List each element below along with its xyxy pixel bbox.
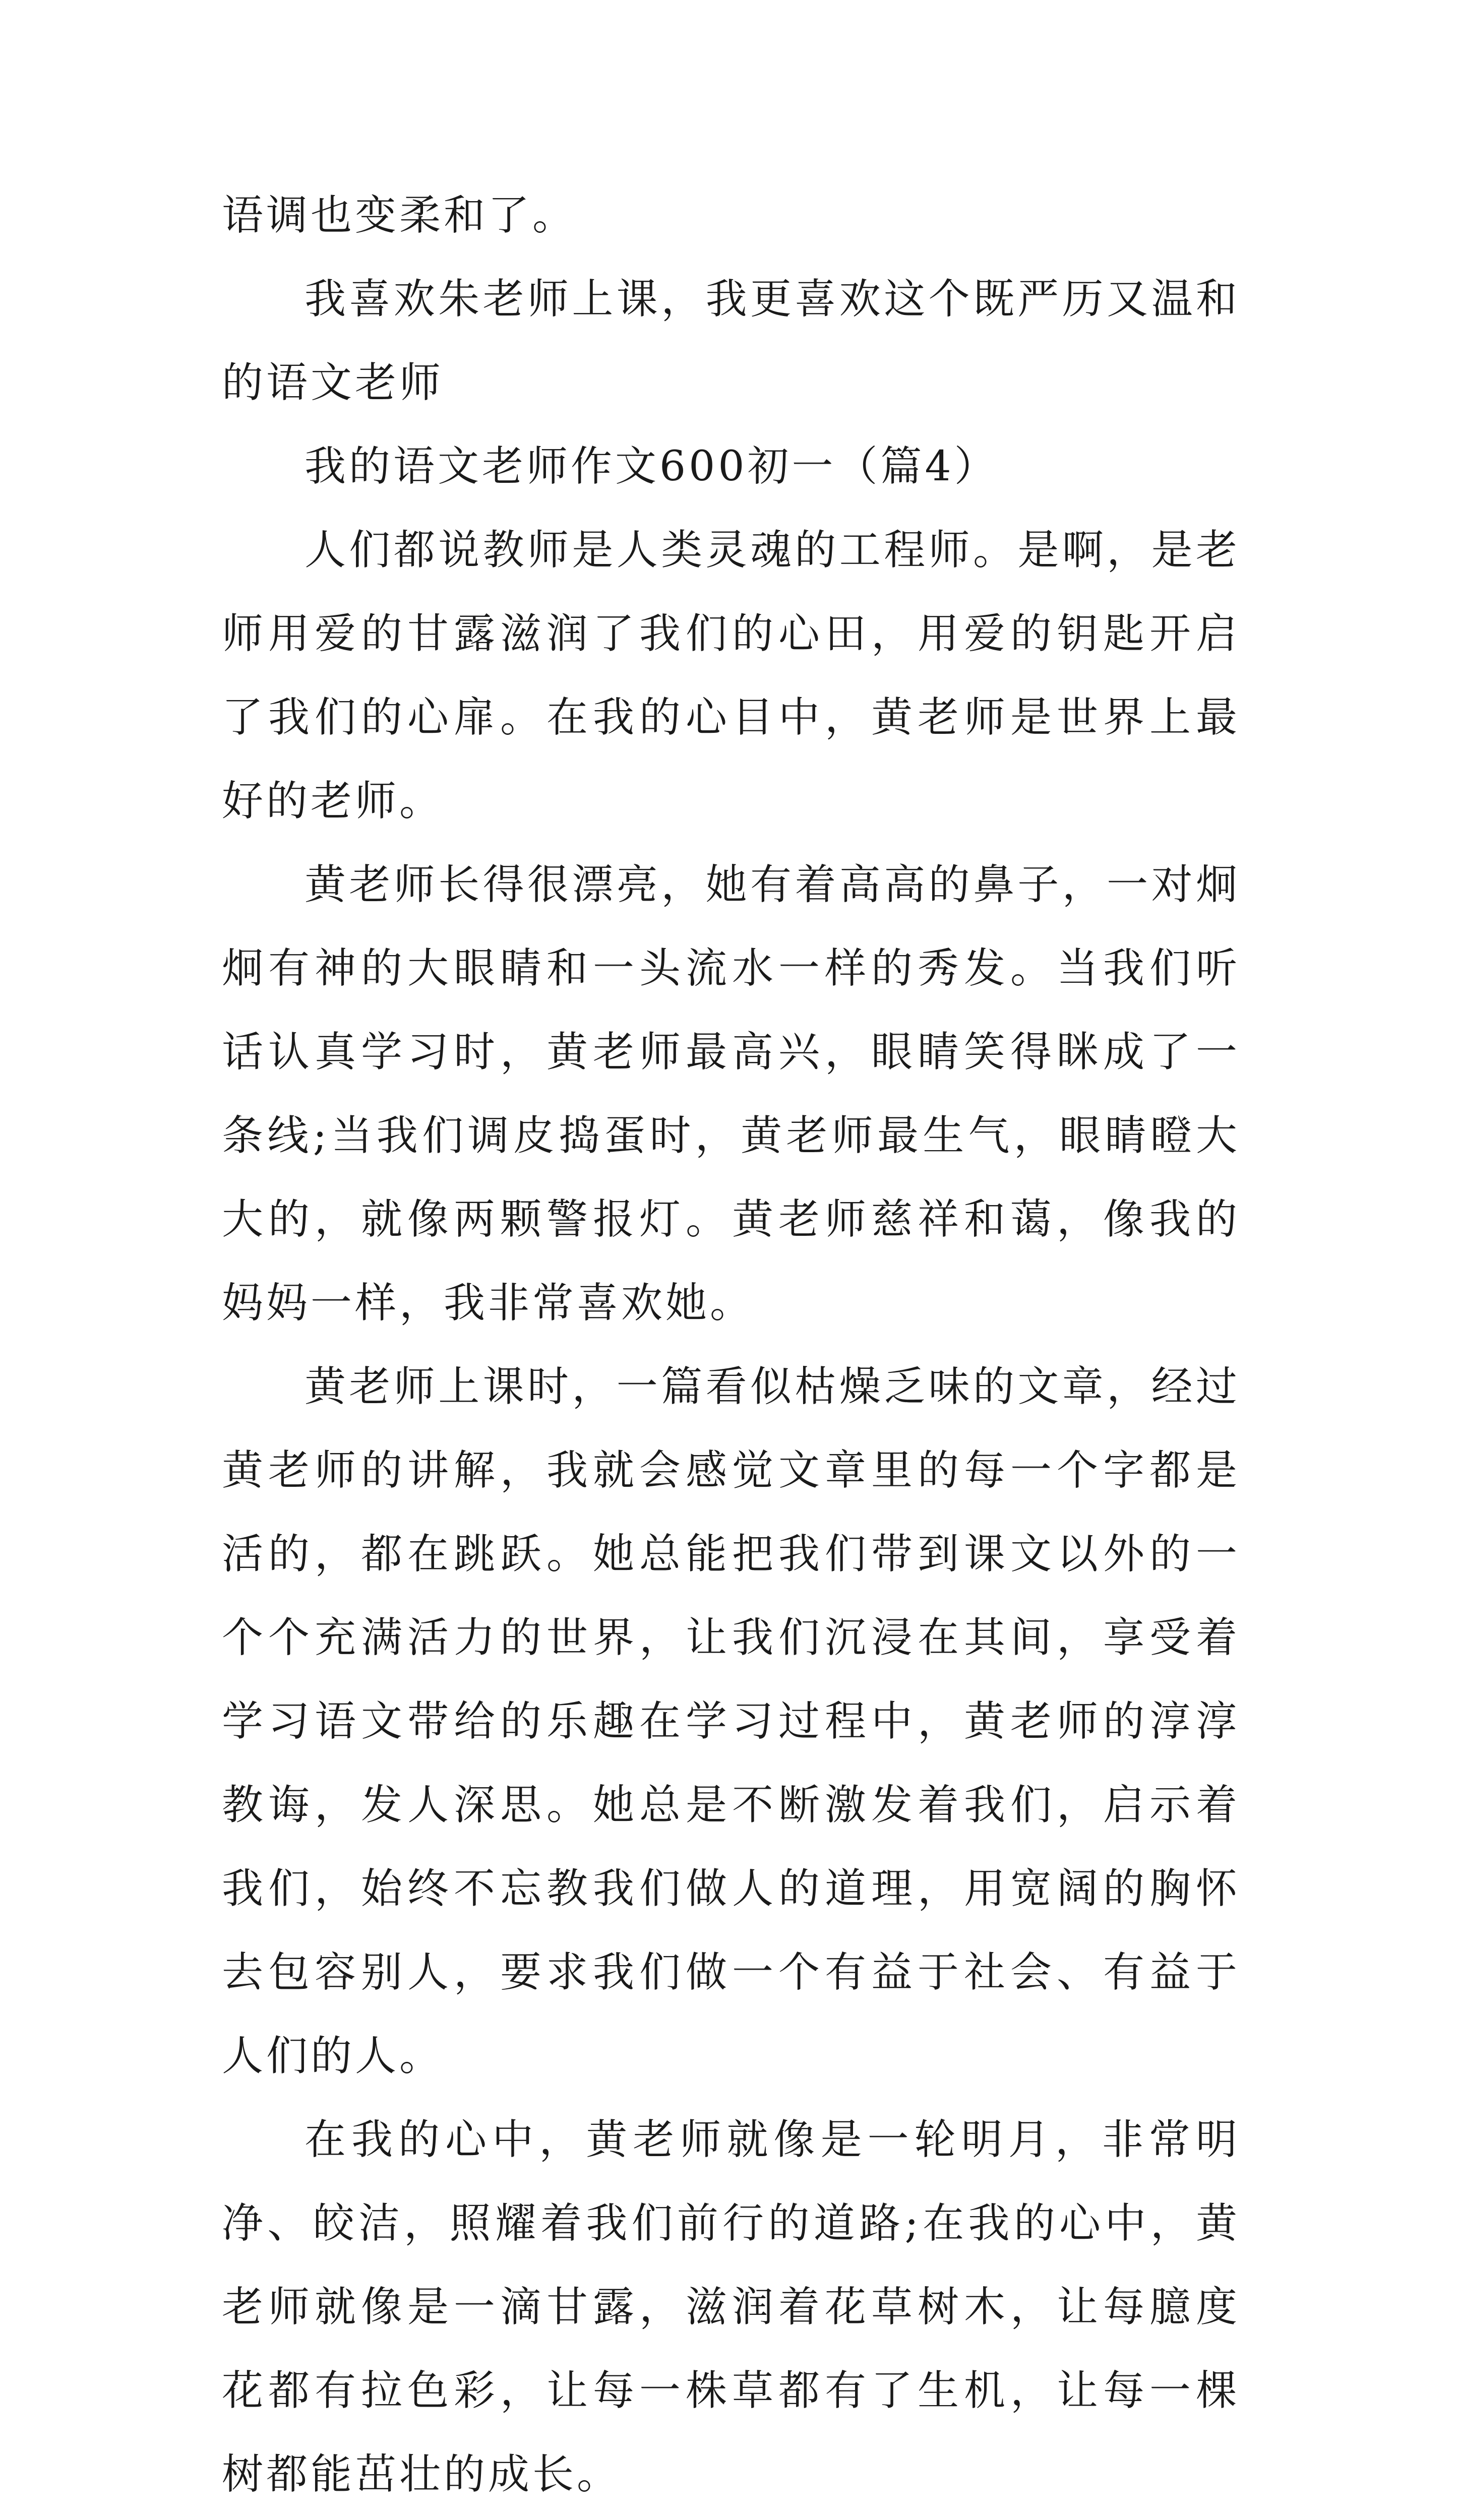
paragraph-6: 黄老师上课时，一篇看似枯燥乏味的文章，经过黄老师的讲解，我就会感觉文章里的每一个字都是活的，都在跳跃。她总能把我们带到课文以外的一个个充满活力的世界，让我们沉浸在其间，享受着学习语文带给的乐趣在学习过程中，黄老师的淳淳教诲，发人深思。她总是不断激发着我们，启示着我们，始终不忘教我们做人的道理，用宽阔的胸怀去包容别人，要求我们做一个有益于社会、有益于人们的人。 bbox=[222, 1363, 1240, 2080]
paragraph-5: 黄老师长得很漂亮，她有着高高的鼻子，一对炯炯有神的大眼睛和一头流水一样的秀发。当我们听话认真学习时，黄老师最高兴，眼睛笑得眯成了一条线;当我们调皮捣蛋时，黄老师最生气，眼睛瞪大大的，就像两颗警报灯。黄老师慈祥和蔼，像我的妈妈一样，我非常喜欢她。 bbox=[222, 861, 1240, 1327]
document-body bbox=[222, 174, 1240, 2520]
paragraph-8 bbox=[222, 2516, 1240, 2520]
paragraph-7: 在我的心中，黄老师就像是一轮明月，非常明净、皎洁，照耀着我们前行的道路;在我的心中，黄老师就像是一滴甘露，滋润着花草树木，让每臆度花都有拉色彩，让每一株草都有了生机，让每一棵树都能茁壮的成长。 bbox=[222, 2116, 1240, 2498]
paragraph-2: 我喜欢朱老师上课，我更喜欢这个既严历又温和的语文老师 bbox=[222, 275, 1240, 407]
paragraph-4: 人们都说教师是人类灵魂的工程师。是啊，是老师用爱的甘露滋润了我们的心田，用爱的钥匙开启了我们的心扉。在我的心目中，黄老师是世界上最好的老师。 bbox=[222, 526, 1240, 825]
paragraph-1: 语调也变柔和了。 bbox=[222, 192, 577, 239]
section-heading: 我的语文老师作文600初一（篇4） bbox=[305, 443, 999, 490]
